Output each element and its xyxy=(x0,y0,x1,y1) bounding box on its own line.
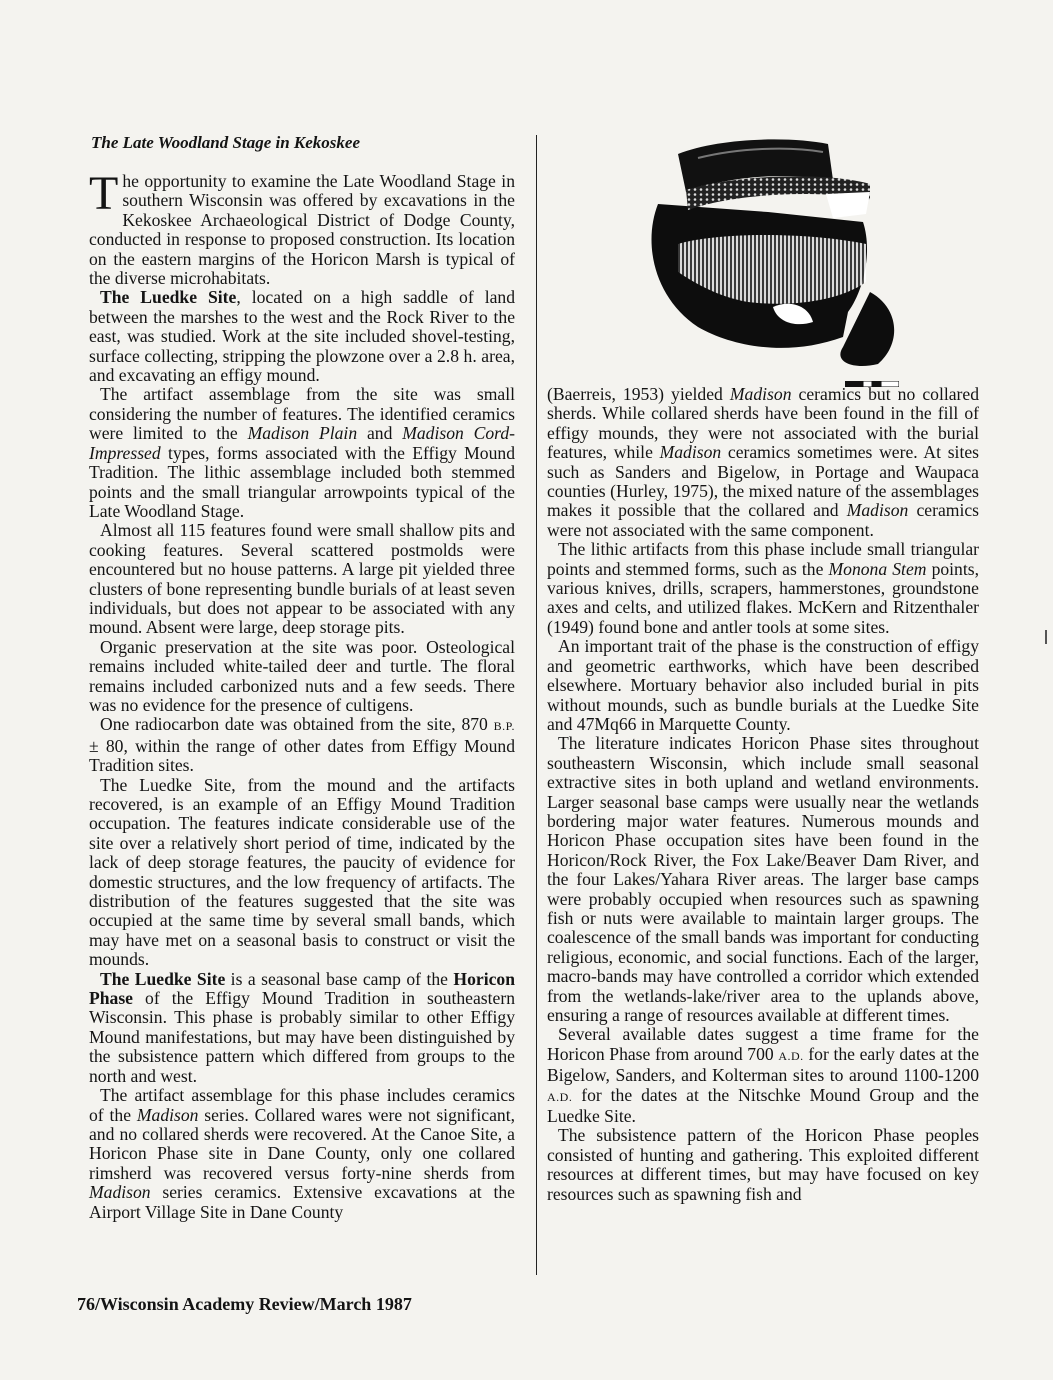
left-column xyxy=(89,132,515,1222)
paragraph: The Luedke Site, from the mound and the artifacts recovered, is an example of an Effigy Mound Tradition occupation. The features indicate considerable use of the site over a relatively short period of time, indicated by the lack of deep storage features, the paucity of evidence for domestic structures, and the low frequency of artifacts. The distribution of the features suggested that the site was occupied at the same time by several small bands, which may have met on a seasonal basis to construct or visit the mounds. xyxy=(89,774,515,970)
page-footer: 76/Wisconsin Academy Review/March 1987 xyxy=(77,1294,412,1314)
page-edge-mark xyxy=(1045,630,1047,644)
column-divider xyxy=(536,135,537,1275)
pottery-vessel-icon xyxy=(638,132,908,370)
paragraph: One radiocarbon date was obtained from the site, 870 B.P. ± 80, within the range of other dates from Effigy Mound Tradition sites. xyxy=(89,714,515,776)
left-column-body xyxy=(89,167,516,1222)
paragraph: Organic preservation at the site was poor. Osteological remains included white-tailed deer and turtle. The floral remains included carbonized nuts and a few seeds. There was no evidence for the presence of cultigens. xyxy=(89,636,515,715)
right-column xyxy=(547,385,979,1204)
paragraph: The Luedke Site, located on a high saddle of land between the marshes to the west and the Rock River to the east, was studied. Work at the site included shovel-testing, surface collecting, stripping the plowzone over a 2.8 h. area, and excavating an effigy mound. xyxy=(89,287,515,386)
paragraph: Almost all 115 features found were small shallow pits and cooking features. Several scattered postmolds were encountered but no house patterns. A large pit yielded three clusters of bone representing bundle burials of at least seven individuals, but does not appear to be associated with any mound. Absent were large, deep storage pits. xyxy=(89,520,515,638)
right-column-body xyxy=(547,385,979,1204)
paragraph: An important trait of the phase is the construction of effigy and geometric earthworks, which have been described elsewhere. Mortuary behavior also included burial in pits without mounds, such as bundle burials at the Luedke Site and 47Mq66 in Marquette County. xyxy=(547,636,979,734)
paragraph: The subsistence pattern of the Horicon Phase peoples consisted of hunting and gathering. This exploited different resources at different times, but may have focused on key resources such as spawning fish and xyxy=(547,1125,979,1204)
paragraph: The Luedke Site is a seasonal base camp of the Horicon Phase of the Effigy Mound Tradition in southeastern Wisconsin. This phase is probably similar to other Effigy Mound manifestations, but may have been distinguished by the subsistence pattern which differed from groups to the north and west. xyxy=(89,968,515,1086)
paragraph: The opportunity to examine the Late Woodland Stage in southern Wisconsin was offered by excavations in the Kekoskee Archaeological District of Dodge County, conducted in response to proposed construction. Its location on the eastern margins of the Horicon Marsh is typical of the diverse microhabitats. xyxy=(89,167,515,289)
paragraph: The artifact assemblage from the site was small considering the number of features. The identified ceramics were limited to the Madison Plain and Madison Cord-Impressed types, forms associated with the Effigy Mound Tradition. The lithic assemblage included both stemmed points and the small triangular arrowpoints typical of the Late Woodland Stage. xyxy=(89,384,516,521)
paragraph: (Baerreis, 1953) yielded Madison ceramics but no collared sherds. While collared sherds have been found in the fill of effigy mounds, they were not associated with the burial features, while Madison ceramics sometimes were. At sites such as Sanders and Bigelow, in Portage and Waupaca counties (Hurley, 1975), the mixed nature of the assemblages makes it possible that the collared and Madison ceramics were not associated with the same component. xyxy=(547,384,979,540)
article-section-title: The Late Woodland Stage in Kekoskee xyxy=(91,133,361,152)
pottery-vessel-figure xyxy=(638,132,908,370)
paragraph: The artifact assemblage for this phase includes ceramics of the Madison series. Collared wares were not significant, and no collared sherds were recovered. At the Canoe Site, a Horicon Phase site in Dane County, only one collared rimsherd was recovered versus forty-nine sherds from Madison series ceramics. Extensive excavations at the Airport Village Site in Dane County xyxy=(89,1085,515,1222)
paragraph: The literature indicates Horicon Phase sites throughout southeastern Wisconsin, which include small seasonal extractive sites in both upland and wetland environments. Larger seasonal base camps were usually near the wetlands bordering major water features. Numerous mounds and Horicon Phase occupation sites have been found in the Horicon/Rock River, the Fox Lake/Beaver Dam River, and the four Lakes/Yahara River areas. The larger base camps were probably occupied when resources such as spawning fish or nuts were available to maintain larger groups. The coalescence of the small bands was important for conducting religious, economic, and social functions. Each of the larger, macro-bands may have controlled a corridor which extended from the wetlands-lake/river area to the uplands above, ensuring a range of resources available at different times. xyxy=(547,733,979,1025)
paragraph: Several available dates suggest a time frame for the Horicon Phase from around 700 A.D. for the early dates at the Bigelow, Sanders, and Kolterman sites to around 1100-1200 A.D. for the dates at the Nitschke Mound Group and the Luedke Site. xyxy=(547,1024,979,1127)
paragraph: The lithic artifacts from this phase include small triangular points and stemmed forms, such as the Monona Stem points, various knives, drills, scrapers, hammerstones, groundstone axes and celts, and utilized flakes. McKern and Ritzenthaler (1949) found bone and antler tools at some sites. xyxy=(547,539,979,637)
